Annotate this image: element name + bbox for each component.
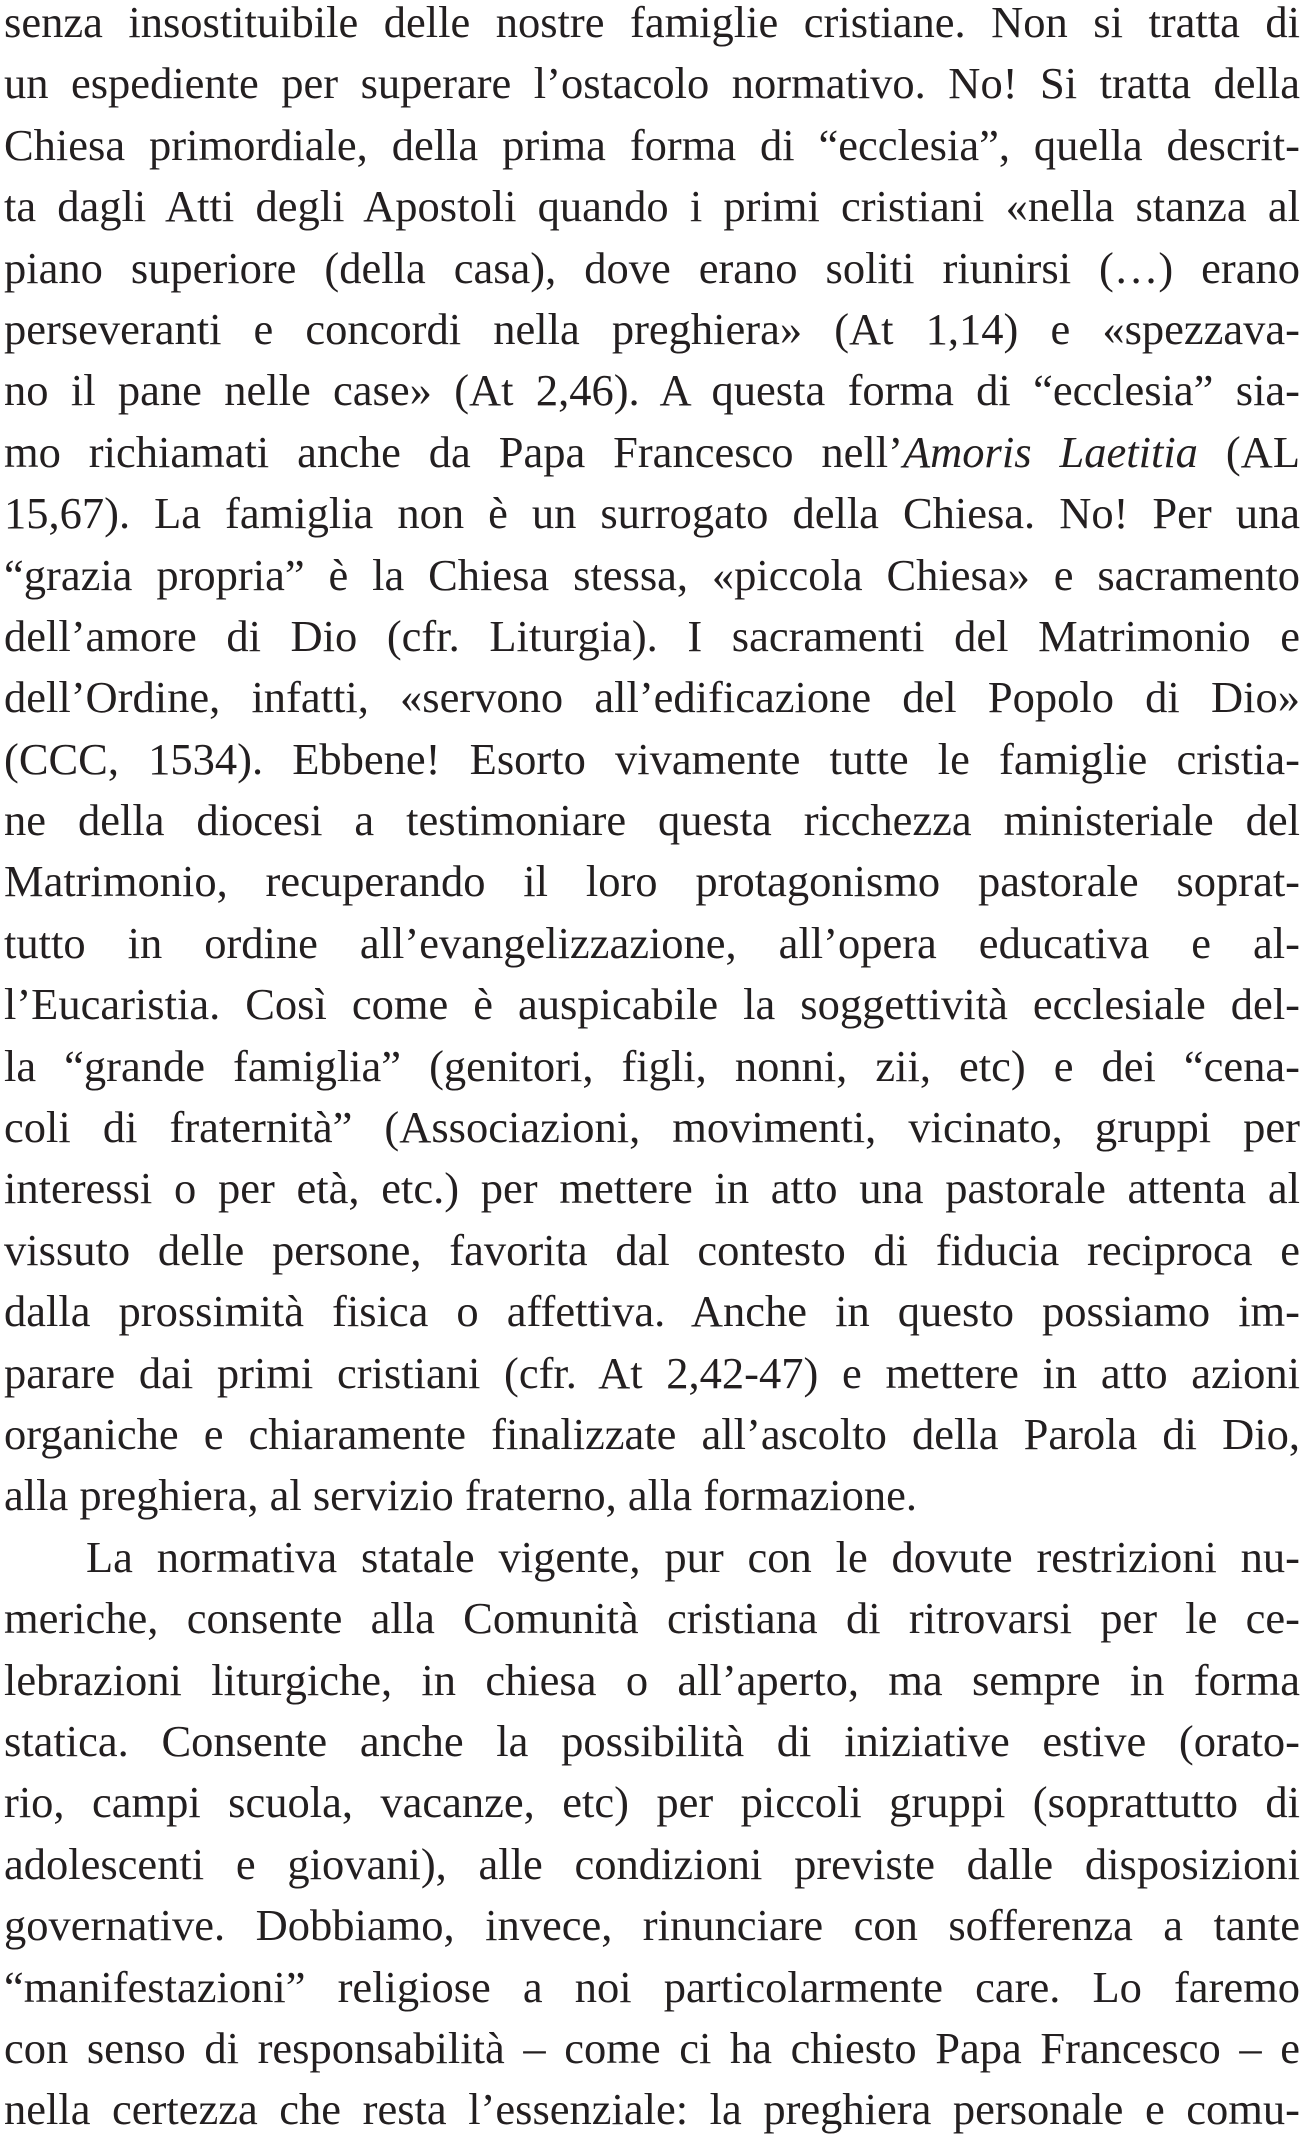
text-line: alla preghiera, al servizio fraterno, alla formazione.	[4, 1470, 918, 1521]
text-line: parare dai primi cristiani (cfr. At 2,42-47) e mettere in atto azioni	[4, 1347, 1300, 1398]
text-line: rio, campi scuola, vacanze, etc) per piccoli gruppi (soprattutto di	[4, 1777, 1300, 1828]
text-segment: mo richiamati anche da Papa Francesco nell’	[4, 426, 903, 477]
text-line: dell’Ordine, infatti, «servono all’edificazione del Popolo di Dio»	[4, 672, 1300, 723]
document-page	[4, 0, 1300, 2141]
text-line: un espediente per superare l’ostacolo normativo. No! Si tratta della	[4, 58, 1300, 109]
text-line	[4, 422, 1300, 483]
text-line: tutto in ordine all’evangelizzazione, all’opera educativa e al-	[4, 917, 1300, 968]
text-line: nella certezza che resta l’essenziale: la preghiera personale e comu-	[4, 2084, 1300, 2135]
text-line: dalla prossimità fisica o affettiva. Anche in questo possiamo im-	[4, 1286, 1300, 1337]
text-line: dell’amore di Dio (cfr. Liturgia). I sacramenti del Matrimonio e	[4, 610, 1300, 661]
text-line: vissuto delle persone, favorita dal contesto di fiducia reciproca e	[4, 1224, 1300, 1275]
text-line: adolescenti e giovani), alle condizioni previste dalle disposizioni	[4, 1838, 1300, 1889]
text-line: lebrazioni liturgiche, in chiesa o all’aperto, ma sempre in forma	[4, 1654, 1300, 1705]
text-line: perseveranti e concordi nella preghiera» (At 1,14) e «spezzava-	[4, 303, 1300, 354]
text-line: (CCC, 1534). Ebbene! Esorto vivamente tutte le famiglie cristia-	[4, 733, 1300, 784]
text-line: la “grande famiglia” (genitori, figli, nonni, zii, etc) e dei “cena-	[4, 1040, 1300, 1091]
text-line: l’Eucaristia. Così come è auspicabile la soggettività ecclesiale del-	[4, 979, 1300, 1030]
text-line: meriche, consente alla Comunità cristiana di ritrovarsi per le ce-	[4, 1593, 1300, 1644]
text-line: interessi o per età, etc.) per mettere in atto una pastorale attenta al	[4, 1163, 1300, 1214]
paragraph-families-church	[4, 0, 1300, 1527]
text-line: 15,67). La famiglia non è un surrogato della Chiesa. No! Per una	[4, 488, 1300, 539]
text-line: Matrimonio, recuperando il loro protagonismo pastorale soprat-	[4, 856, 1300, 907]
text-line: Chiesa primordiale, della prima forma di “ecclesia”, quella descrit-	[4, 119, 1300, 170]
text-line: ne della diocesi a testimoniare questa ricchezza ministeriale del	[4, 795, 1300, 846]
text-line: “manifestazioni” religiose a noi particolarmente care. Lo faremo	[4, 1961, 1300, 2012]
text-line: La normativa statale vigente, pur con le dovute restrizioni nu-	[86, 1531, 1300, 1582]
paragraph-state-regulations	[4, 1527, 1300, 2141]
text-line: piano superiore (della casa), dove erano soliti riunirsi (…) erano	[4, 242, 1300, 293]
text-line: governative. Dobbiamo, invece, rinunciare con sofferenza a tante	[4, 1900, 1300, 1951]
text-line: ta dagli Atti degli Apostoli quando i primi cristiani «nella stanza al	[4, 181, 1300, 232]
text-line: statica. Consente anche la possibilità di iniziative estive (orato-	[4, 1715, 1300, 1766]
text-line: con senso di responsabilità – come ci ha chiesto Papa Francesco – e	[4, 2022, 1300, 2073]
italic-title: Amoris Laetitia	[902, 426, 1198, 477]
text-line: senza insostituibile delle nostre famiglie cristiane. Non si tratta di	[4, 0, 1300, 47]
text-line: no il pane nelle case» (At 2,46). A questa forma di “ecclesia” sia-	[4, 365, 1300, 416]
text-line: “grazia propria” è la Chiesa stessa, «piccola Chiesa» e sacramento	[4, 549, 1300, 600]
text-line: coli di fraternità” (Associazioni, movimenti, vicinato, gruppi per	[4, 1102, 1300, 1153]
text-segment: (AL	[1197, 426, 1300, 477]
text-line: organiche e chiaramente finalizzate all’ascolto della Parola di Dio,	[4, 1408, 1300, 1459]
